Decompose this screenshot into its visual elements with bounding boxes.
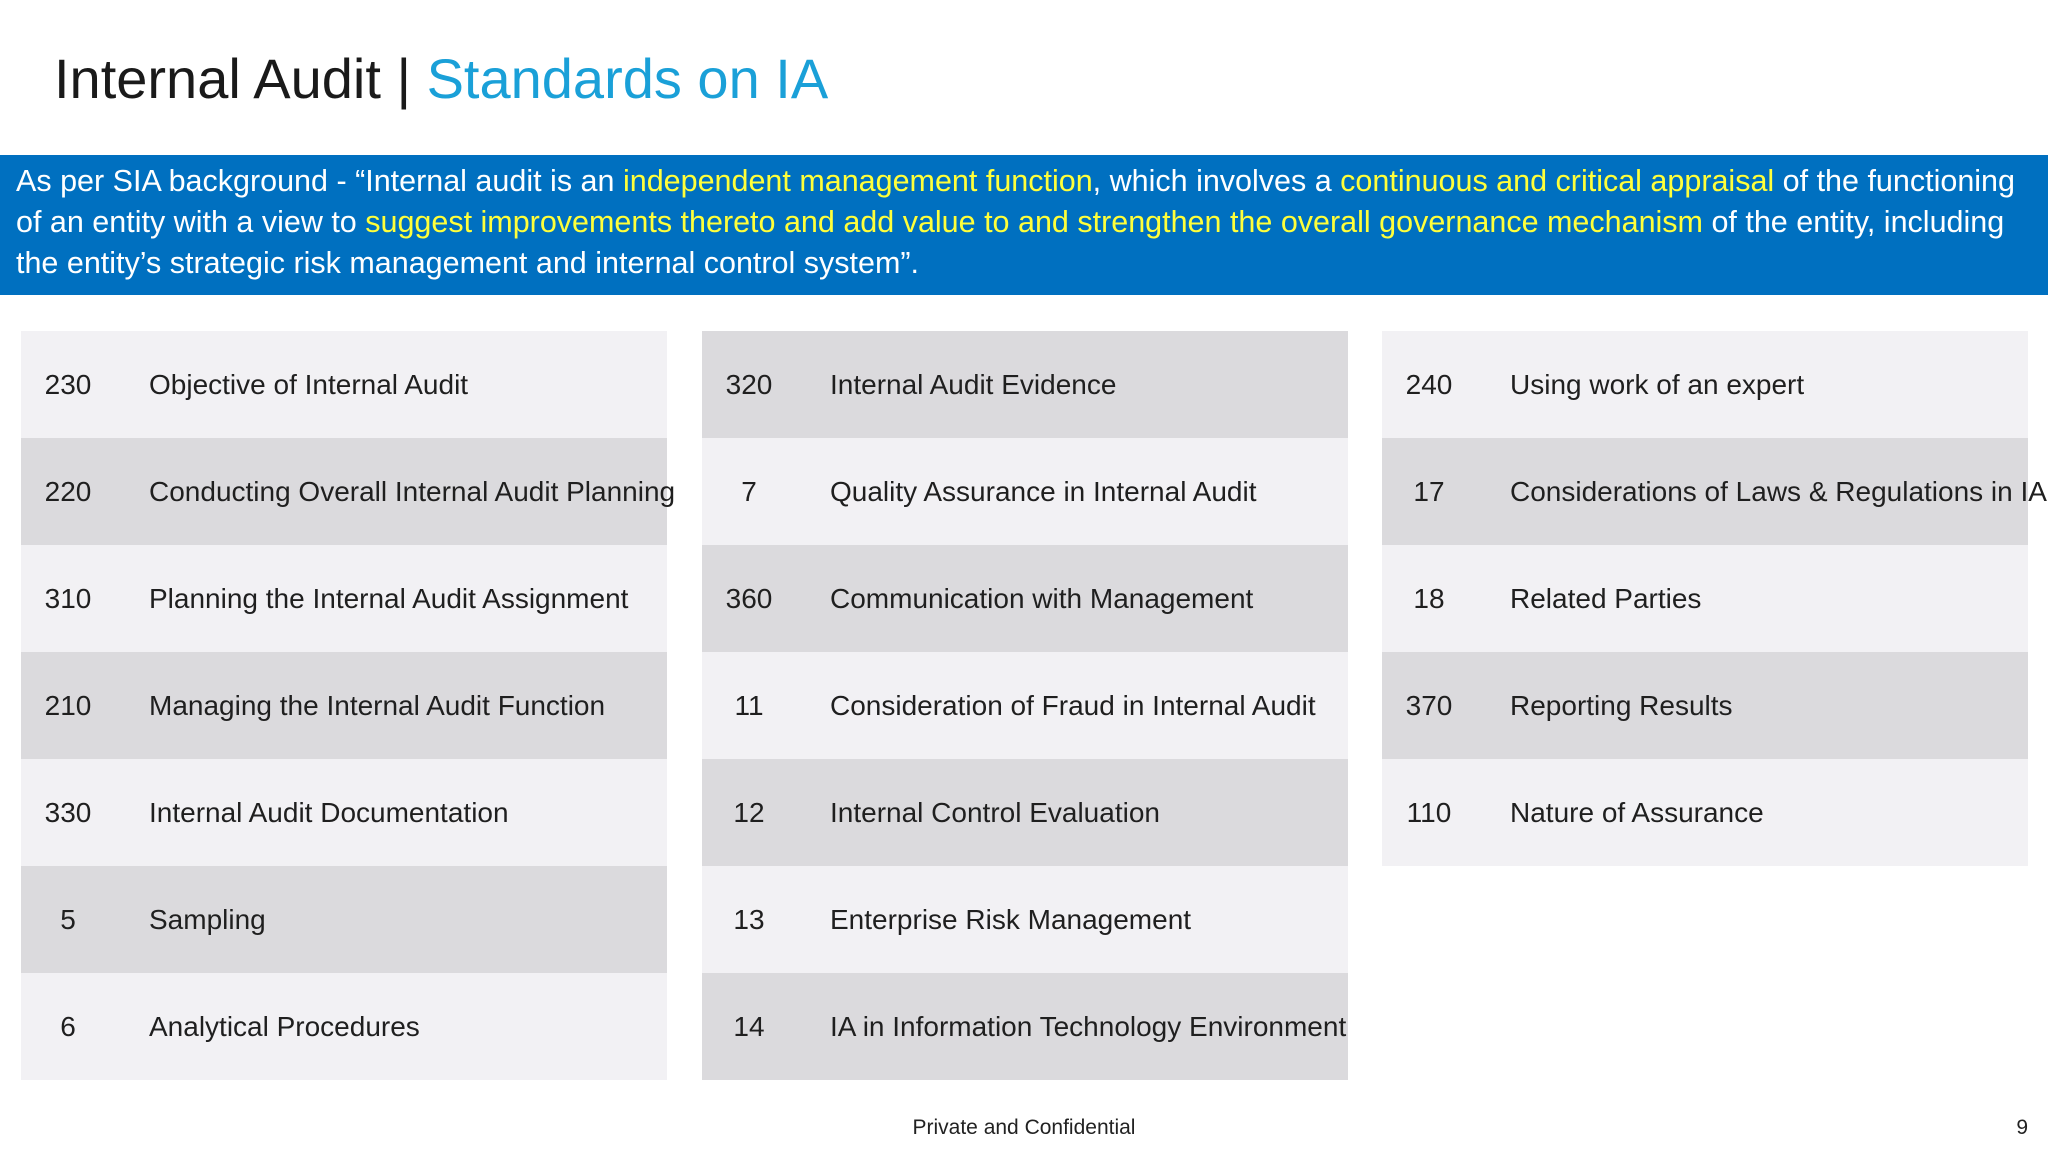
- banner-text-4: of the entity, including the entity’s strategic risk management and internal control system”.: [16, 205, 2005, 280]
- standard-number: 330: [44, 796, 92, 828]
- standard-number: 14: [733, 1010, 765, 1042]
- standard-number: 240: [1405, 368, 1453, 400]
- standard-title: Quality Assurance in Internal Audit: [830, 475, 1257, 507]
- standard-title: Managing the Internal Audit Function: [149, 689, 606, 721]
- standard-row: [702, 973, 1348, 1080]
- standard-row: [1382, 759, 2028, 866]
- standard-number: 110: [1406, 796, 1452, 828]
- standard-title: Nature of Assurance: [1510, 796, 1764, 828]
- standard-row: [702, 866, 1348, 973]
- standard-title: Related Parties: [1510, 582, 1702, 614]
- standard-title: Consideration of Fraud in Internal Audit: [830, 689, 1316, 721]
- banner-text-3: of the functioning of an entity with a view to: [16, 164, 2015, 239]
- standard-row: [702, 545, 1348, 652]
- footer-confidential: Private and Confidential: [912, 1116, 1136, 1139]
- standard-row: [1382, 545, 2028, 652]
- page-title: [54, 44, 828, 114]
- standard-title: Using work of an expert: [1510, 368, 1805, 400]
- standard-title: Enterprise Risk Management: [830, 903, 1192, 935]
- banner-text-2: , which involves a: [1092, 164, 1341, 198]
- standard-row: [702, 438, 1348, 545]
- standard-title: Planning the Internal Audit Assignment: [149, 582, 629, 614]
- standard-title: Reporting Results: [1510, 689, 1733, 721]
- standard-row: [21, 545, 667, 652]
- page-number: 9: [2016, 1116, 2028, 1139]
- standard-title: Communication with Management: [830, 582, 1254, 614]
- standard-title: Objective of Internal Audit: [149, 368, 469, 400]
- standard-row: [1382, 438, 2047, 545]
- standard-number: 18: [1413, 582, 1445, 614]
- standard-row: [21, 973, 667, 1080]
- standard-number: 12: [733, 796, 765, 828]
- standard-number: 320: [725, 368, 773, 400]
- standard-row: [21, 331, 667, 438]
- standard-number: 230: [44, 368, 92, 400]
- standard-row: [21, 438, 676, 545]
- standards-column-1: [21, 331, 676, 1080]
- standard-number: 6: [60, 1010, 76, 1042]
- standard-number: 370: [1405, 689, 1453, 721]
- standard-row: [21, 759, 667, 866]
- title-subtitle: Standards on IA: [426, 47, 829, 110]
- standard-title: Sampling: [149, 903, 266, 935]
- banner-text-1: As per SIA background - “Internal audit is an: [16, 164, 623, 198]
- standards-column-2: [702, 331, 1348, 1080]
- standard-title: Internal Audit Evidence: [830, 368, 1117, 400]
- definition-banner: [0, 155, 2048, 295]
- standard-number: 310: [44, 582, 92, 614]
- standard-number: 210: [44, 689, 92, 721]
- standard-row: [1382, 331, 2028, 438]
- standards-column-3: [1382, 331, 2047, 866]
- standard-title: Internal Control Evaluation: [830, 796, 1160, 828]
- standard-title: Internal Audit Documentation: [149, 796, 509, 828]
- standard-title: Conducting Overall Internal Audit Planning: [149, 475, 676, 507]
- standard-title: IA in Information Technology Environment: [830, 1010, 1347, 1042]
- standard-row: [21, 652, 667, 759]
- banner-highlight-3: suggest improvements thereto and add value to and strengthen the overall governance mechanism: [365, 205, 1703, 239]
- standard-row: [702, 652, 1348, 759]
- banner-highlight-1: independent management function: [622, 164, 1093, 198]
- standard-row: [702, 759, 1348, 866]
- standard-row: [1382, 652, 2028, 759]
- standard-title: Analytical Procedures: [149, 1010, 420, 1042]
- standard-number: 13: [733, 903, 765, 935]
- standard-number: 11: [734, 689, 764, 721]
- standard-number: 17: [1413, 475, 1445, 507]
- standard-number: 5: [60, 903, 76, 935]
- standard-row: [21, 866, 667, 973]
- banner-highlight-2: continuous and critical appraisal: [1340, 164, 1775, 198]
- standard-number: 7: [741, 475, 757, 507]
- standard-number: 220: [44, 475, 92, 507]
- title-main: Internal Audit: [54, 47, 381, 110]
- standard-number: 360: [725, 582, 773, 614]
- standard-row: [702, 331, 1348, 438]
- standard-title: Considerations of Laws & Regulations in IA: [1510, 475, 2047, 507]
- title-separator: |: [396, 47, 412, 110]
